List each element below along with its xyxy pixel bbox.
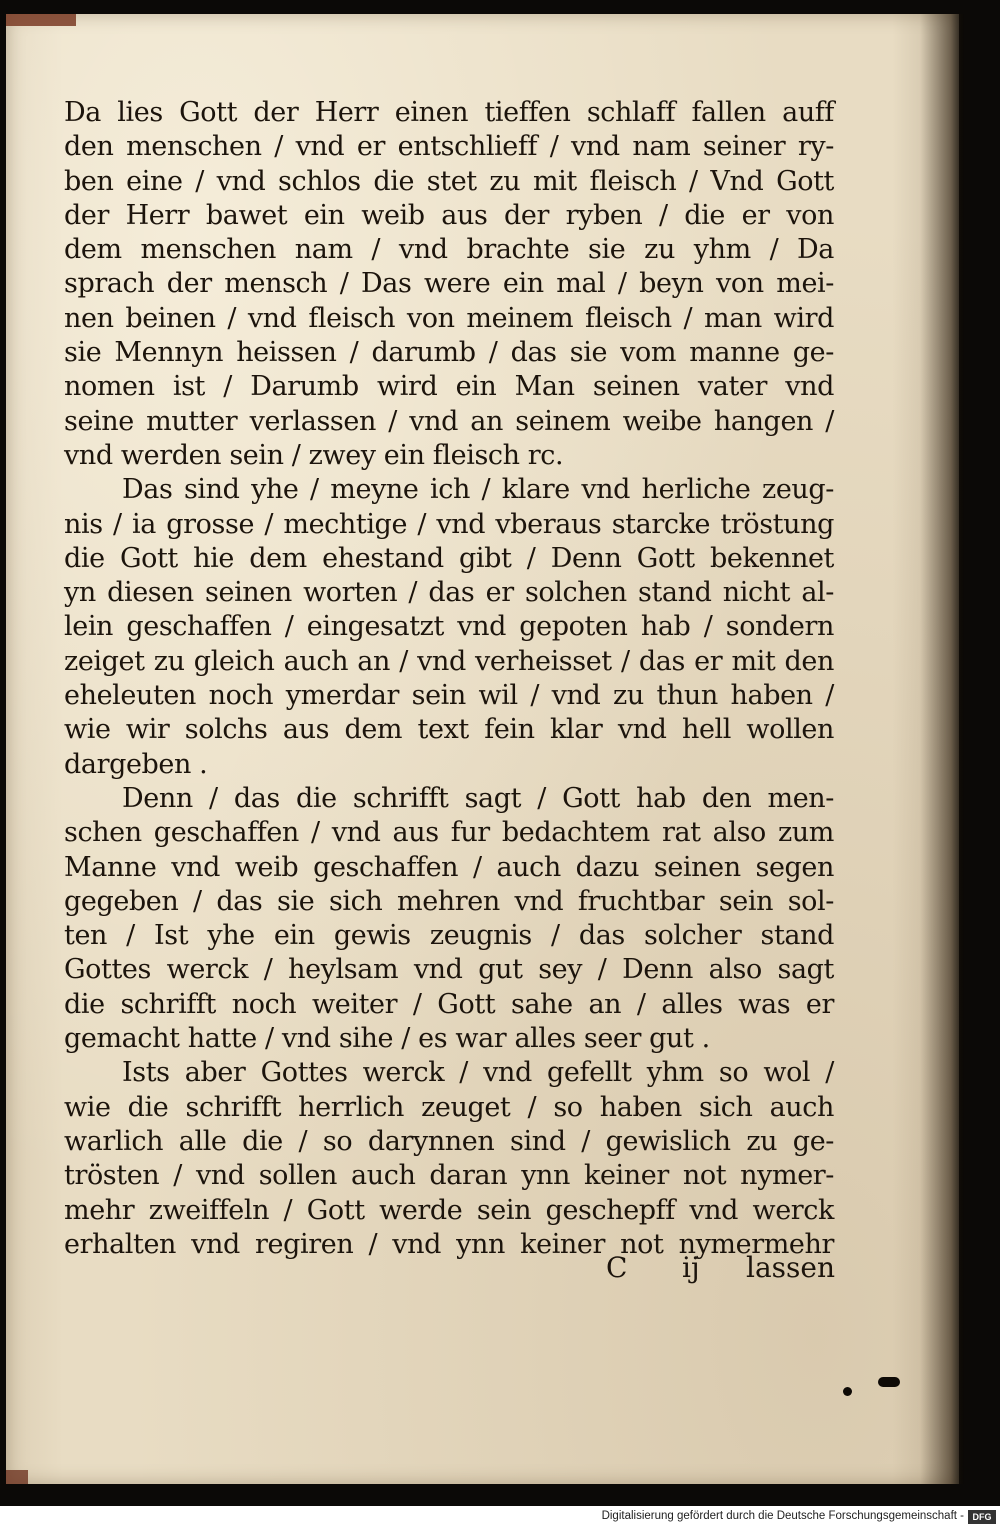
text-line: ten / Ist yhe ein gewis zeugnis / das solcher stand <box>64 920 834 952</box>
footer-bar <box>0 1506 1000 1528</box>
text-line: Denn / das die schrifft sagt / Gott hab den men- <box>122 782 834 814</box>
text-line: Da lies Gott der Herr einen tieffen schlaff fallen auff <box>64 97 834 128</box>
signature-line <box>600 1251 840 1291</box>
text-line: trösten / vnd sollen auch daran ynn keiner not nymer- <box>64 1160 834 1192</box>
text-line: warlich alle die / so darynnen sind / gewislich zu ge- <box>64 1125 834 1157</box>
funding-notice: Digitalisierung gefördert durch die Deutsche Forschungsgemeinschaft - <box>601 1510 964 1522</box>
text-line: lein geschaffen / eingesatzt vnd gepoten hab / sondern <box>64 611 834 643</box>
dfg-logo: DFG <box>968 1510 996 1524</box>
text-line: seine mutter verlassen / vnd an seinem weibe hangen / <box>64 405 834 437</box>
text-line: wie die schrifft herrlich zeuget / so haben sich auch <box>64 1091 834 1123</box>
text-line: der Herr bawet ein weib aus der ryben / die er von <box>64 199 834 231</box>
text-line: zeiget zu gleich auch an / vnd verheisset / das er mit den <box>64 645 834 677</box>
text-line: dem menschen nam / vnd brachte sie zu yhm / Da <box>64 234 834 266</box>
text-line: Ists aber Gottes werck / vnd gefellt yhm so wol / <box>122 1057 834 1089</box>
corner-stain <box>6 14 76 26</box>
text-line: Gottes werck / heylsam vnd gut sey / Denn also sagt <box>64 954 834 986</box>
text-line: den menschen / vnd er entschlieff / vnd nam seiner ry- <box>64 131 834 163</box>
ink-dash <box>878 1377 900 1387</box>
text-line: dargeben . <box>64 748 208 780</box>
signature-mark: C <box>606 1251 628 1284</box>
text-line: Manne vnd weib geschaffen / auch dazu seinen segen <box>64 851 834 883</box>
text-line: Das sind yhe / meyne ich / klare vnd herliche zeug- <box>122 474 834 506</box>
text-line: erhalten vnd regiren / vnd ynn keiner not nymermehr <box>64 1228 834 1260</box>
text-line: nis / ia grosse / mechtige / vnd vberaus starcke tröstung <box>64 508 834 540</box>
text-line: yn diesen seinen worten / das er solchen stand nicht al- <box>64 577 834 609</box>
text-line: nen beinen / vnd fleisch von meinem fleisch / man wird <box>64 302 834 334</box>
corner-stain-bottom <box>6 1470 28 1484</box>
text-line: gegeben / das sie sich mehren vnd fruchtbar sein sol- <box>64 885 834 917</box>
spine-shadow <box>920 14 964 1484</box>
text-line: eheleuten noch ymerdar sein wil / vnd zu thun haben / <box>64 680 834 712</box>
text-line: ben eine / vnd schlos die stet zu mit fleisch / Vnd Gott <box>64 165 834 197</box>
catchword: lassen <box>746 1251 835 1284</box>
text-line: vnd werden sein / zwey ein fleisch rc. <box>64 439 564 471</box>
page-text <box>64 96 834 1262</box>
text-line: die Gott hie dem ehestand gibt / Denn Gott bekennet <box>64 542 834 574</box>
text-line: gemacht hatte / vnd sihe / es war alles seer gut . <box>64 1023 710 1055</box>
text-line: mehr zweiffeln / Gott werde sein geschepff vnd werck <box>64 1194 834 1226</box>
text-line: schen geschaffen / vnd aus fur bedachtem rat also zum <box>64 817 834 849</box>
text-line: die schrifft noch weiter / Gott sahe an / alles was er <box>64 988 834 1020</box>
signature-number: ij <box>682 1251 700 1284</box>
text-line: sprach der mensch / Das were ein mal / beyn von mei- <box>64 268 834 300</box>
text-line: wie wir solchs aus dem text fein klar vnd hell wollen <box>64 714 834 746</box>
ink-dot <box>843 1387 852 1396</box>
text-line: sie Mennyn heissen / darumb / das sie vom manne ge- <box>64 337 834 369</box>
text-line: nomen ist / Darumb wird ein Man seinen vater vnd <box>64 371 834 403</box>
